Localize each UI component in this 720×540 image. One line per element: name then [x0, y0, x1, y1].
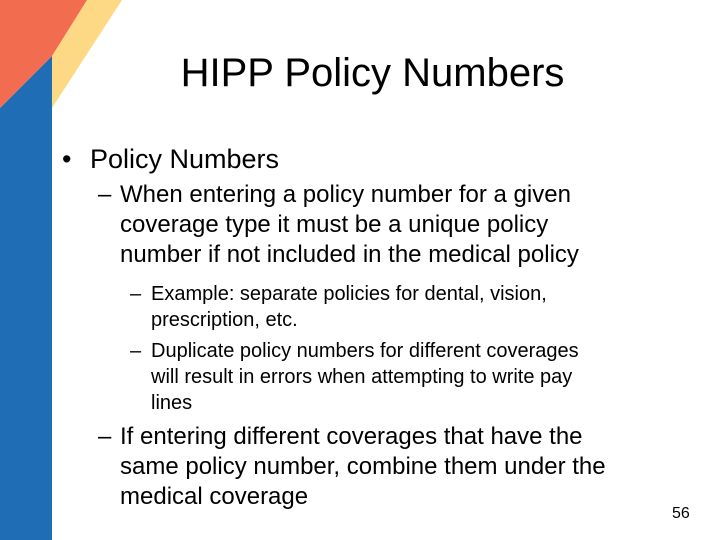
blue-side-bar — [0, 56, 52, 540]
sub-bullet-line: If entering different coverages that have the — [120, 423, 583, 450]
sub-bullet-line: same policy number, combine them under the — [120, 453, 606, 480]
slide-title: HIPP Policy Numbers — [180, 51, 565, 95]
sub-bullet-line: medical coverage — [120, 483, 309, 510]
sub-bullet-line: coverage type it must be a unique policy — [120, 211, 549, 238]
sub-sub-bullet-line: lines — [151, 392, 193, 414]
sub-sub-bullet-line: Example: separate policies for dental, vision, — [151, 283, 547, 305]
sub-sub-bullet-line: will result in errors when attempting to write pay — [151, 366, 573, 388]
bullet-policy-numbers — [62, 143, 279, 175]
sub-sub-bullet-dash: – — [130, 283, 142, 305]
orange-diagonal-stripe — [0, 0, 87, 108]
sub-sub-bullet-duplicate — [130, 338, 579, 416]
sub-bullet-dash: – — [98, 423, 112, 450]
sub-bullet-dash: – — [98, 181, 112, 208]
sub-sub-bullet-line: Duplicate policy numbers for different coverages — [151, 340, 579, 362]
sub-sub-bullet-line: prescription, etc. — [151, 309, 298, 331]
page-number: 56 — [672, 505, 690, 522]
sub-bullet-unique-policy — [98, 180, 579, 270]
sub-bullet-line: When entering a policy number for a given — [120, 181, 571, 208]
bullet-marker: • — [62, 144, 72, 174]
sub-sub-bullet-dash: – — [130, 340, 142, 362]
sub-bullet-combine-coverages — [98, 422, 606, 512]
bullet-text: Policy Numbers — [90, 144, 280, 174]
sub-sub-bullet-example — [130, 281, 547, 333]
sub-bullet-line: number if not included in the medical policy — [120, 241, 579, 268]
